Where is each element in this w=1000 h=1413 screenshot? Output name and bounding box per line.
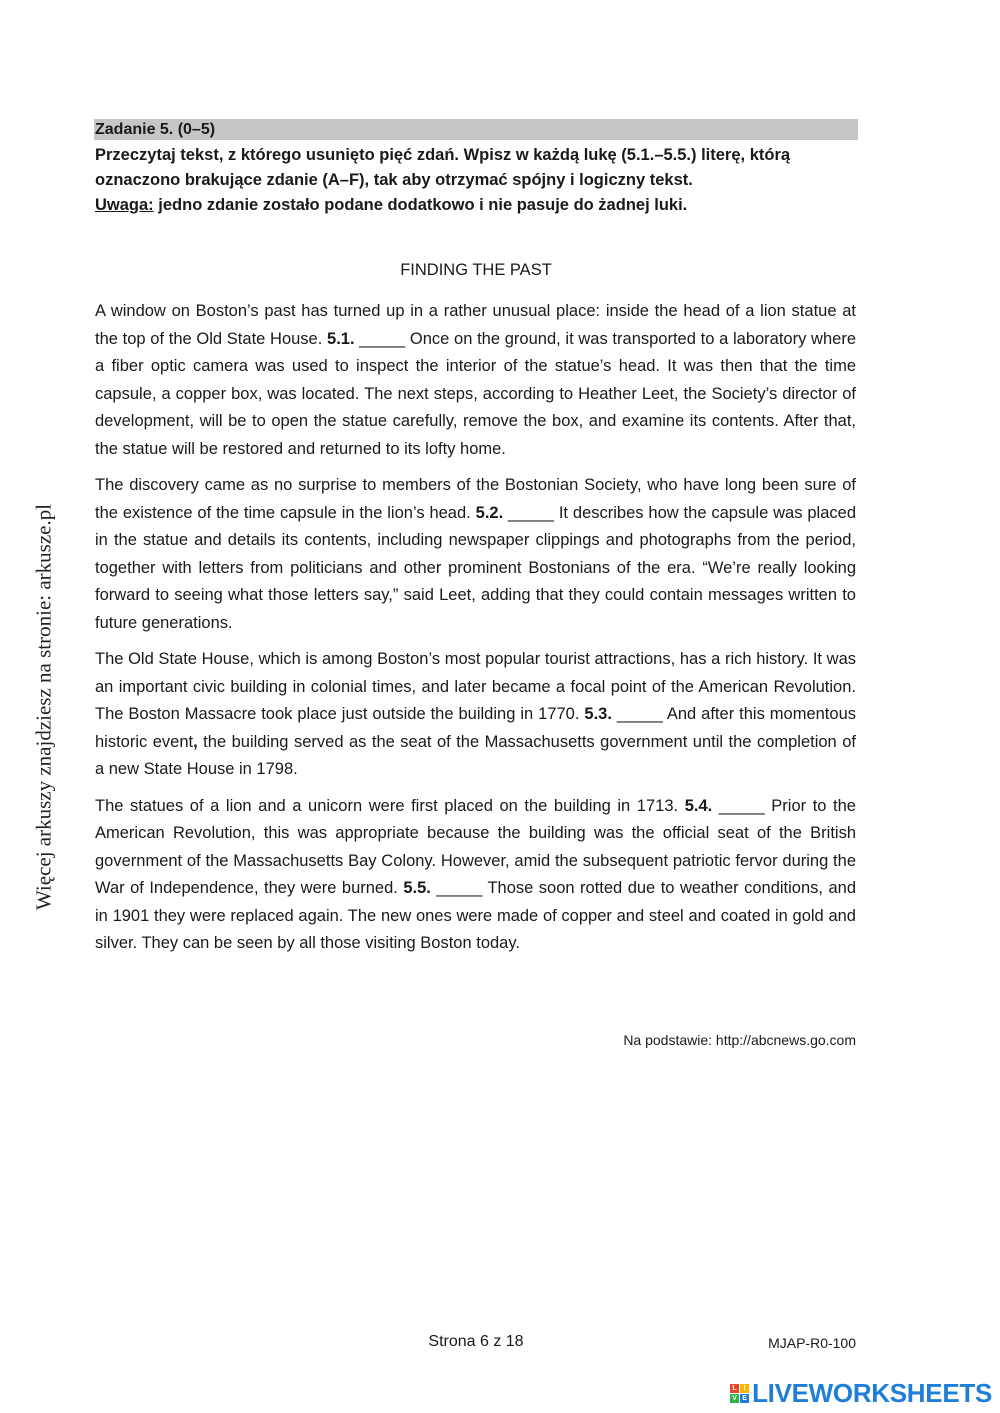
task-header: Zadanie 5. (0–5) (94, 119, 858, 140)
task-instructions (95, 143, 860, 218)
paragraph-2: The discovery came as no surprise to members of the Bostonian Society, who have long been sure of the existence of the time capsule in the lion’s head. 5.2. _____ It describes how the capsule was placed in the statue and details its contents, including newspaper clippings and photographs from the period, together with letters from politicians and other prominent Bostonians of the era. “We’re really looking forward to seeing what those letters say,” said Leet, adding that they could contain messages written to future generations. (95, 476, 856, 632)
gap-label-5-3: 5.3. (584, 705, 612, 723)
uwaga-label: Uwaga: (95, 196, 154, 214)
paragraph-3: The Old State House, which is among Boston’s most popular tourist attractions, has a rich history. It was an important civic building in colonial times, and later became a focal point of the American Revolution. The Boston Massacre took place just outside the building in 1770. 5.3. _____ And after this momentous historic event, the building served as the seat of the Massachusetts government until the completion of a new State House in 1798. (95, 650, 856, 778)
logo-tile-i: I (740, 1384, 749, 1393)
gap-label-5-1: 5.1. (327, 329, 355, 348)
liveworksheets-logo[interactable] (730, 1378, 992, 1408)
paragraph-1: A window on Boston’s past has turned up in a rather unusual place: inside the head of a lion statue at the top of the Old State House. 5.1. _____ Once on the ground, it was transported to a laboratory where a fiber optic camera was used to inspect the interior of the statue’s head. It was then that the time capsule, a copper box, was located. The next steps, according to Heather Leet, the Society’s director of development, will be to open the statue carefully, remove the box, and examine its contents. After that, the statue will be restored and returned to its lofty home. (95, 302, 856, 458)
gap-label-5-5: 5.5. (403, 879, 431, 897)
exam-code: MJAP-R0-100 (768, 1335, 856, 1351)
article-title: FINDING THE PAST (400, 261, 552, 279)
logo-tile-v: V (730, 1394, 739, 1403)
gap-blank-5-2[interactable]: _____ (503, 503, 559, 522)
logo-tile-e: E (740, 1394, 749, 1403)
instruction-text: Przeczytaj tekst, z którego usunięto pięć zdań. Wpisz w każdą lukę (5.1.–5.5.) literę, którą oznaczono brakujące zdanie (A–F), tak aby otrzymać spójny i logiczny tekst. (95, 146, 791, 189)
gap-blank-5-4[interactable]: _____ (712, 796, 772, 815)
source-citation: Na podstawie: http://abcnews.go.com (623, 1032, 856, 1048)
gap-blank-5-3[interactable]: _____ (611, 705, 667, 723)
article-body (95, 298, 856, 967)
gap-label-5-4: 5.4. (684, 796, 713, 815)
logo-tile-l: L (730, 1384, 739, 1393)
side-note-watermark: Więcej arkuszy znajdziesz na stronie: arkusze.pl (31, 503, 56, 911)
uwaga-text: jedno zdanie zostało podane dodatkowo i nie pasuje do żadnej luki. (153, 196, 688, 214)
paragraph-4: The statues of a lion and a unicorn were first placed on the building in 1713. 5.4. _____ Prior to the American Revolution, this was appropriate because the building was the official seat of the British government of the Massachusetts Bay Colony. However, amid the subsequent patriotic fervor during the War of Independence, they were burned. 5.5. _____ Those soon rotted due to weather conditions, and in 1901 they were replaced again. The new ones were made of copper and steel and coated in gold and silver. They can be seen by all those visiting Boston today. (95, 796, 857, 952)
gap-blank-5-5[interactable]: _____ (430, 879, 488, 897)
liveworksheets-logo-text: LIVEWORKSHEETS (752, 1377, 992, 1408)
liveworksheets-logo-icon (730, 1384, 749, 1403)
gap-label-5-2: 5.2. (475, 503, 504, 522)
page-number: Strona 6 z 18 (428, 1333, 524, 1350)
gap-blank-5-1[interactable]: _____ (354, 329, 410, 348)
